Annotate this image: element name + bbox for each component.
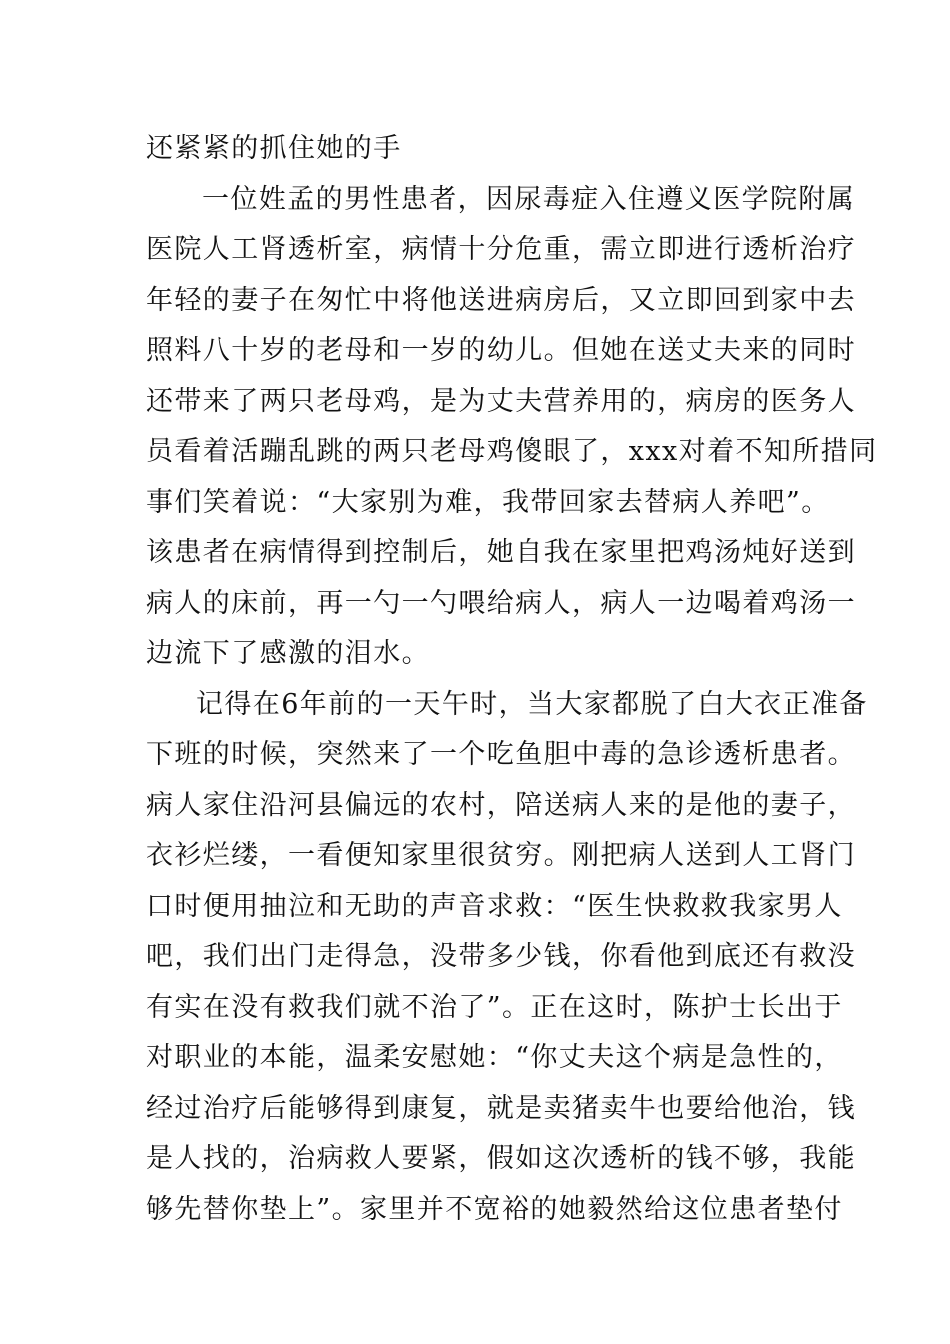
text-line: 一位姓孟的男性患者，因尿毒症入住遵义医学院附属 [202, 183, 856, 215]
text-line: 该患者在病情得到控制后，她自我在家里把鸡汤炖好送到 [146, 537, 856, 568]
text-line: 经过治疗后能够得到康复，就是卖猪卖牛也要给他治，钱 [146, 1092, 856, 1124]
text-line: 够先替你垫上”。家里并不宽裕的她毅然给这位患者垫付 [146, 1193, 843, 1225]
text-line: 病人家住沿河县偏远的农村，陪送病人来的是他的妻子， [146, 789, 856, 821]
text-line: 有实在没有救我们就不治了”。正在这时，陈护士长出于 [146, 991, 843, 1023]
text-line: 年轻的妻子在匆忙中将他送进病房后，又立即回到家中去 [146, 284, 856, 316]
text-line: 还紧紧的抓住她的手 [146, 133, 402, 164]
text-line: 衣衫烂缕，一看便知家里很贫穷。刚把病人送到人工肾门 [146, 840, 856, 871]
text-line: 病人的床前，再一勺一勺喂给病人，病人一边喝着鸡汤一 [146, 587, 856, 619]
text-line: 记得在6年前的一天午时，当大家都脱了白大衣正准备 [196, 688, 868, 720]
text-line: 口时便用抽泣和无助的声音求救：“医生快救救我家男人 [146, 890, 843, 922]
text-line: 下班的时候，突然来了一个吃鱼胆中毒的急诊透析患者。 [146, 739, 856, 770]
text-line: 对职业的本能，温柔安慰她：“你丈夫这个病是急性的， [146, 1042, 843, 1073]
text-line: 医院人工肾透析室，病情十分危重，需立即进行透析治疗 [146, 234, 856, 265]
text-line: 员看着活蹦乱跳的两只老母鸡傻眼了，xxx对着不知所措同 [146, 436, 878, 467]
text-line: 还带来了两只老母鸡，是为丈夫营养用的，病房的医务人 [146, 385, 856, 417]
text-line: 照料八十岁的老母和一岁的幼儿。但她在送丈夫来的同时 [146, 335, 856, 366]
text-line: 吧，我们出门走得急，没带多少钱，你看他到底还有救没 [146, 941, 856, 972]
text-line: 是人找的，治病救人要紧，假如这次透析的钱不够，我能 [146, 1143, 856, 1174]
body-text [146, 124, 878, 1235]
text-line: 边流下了感激的泪水。 [146, 638, 430, 669]
text-line: 事们笑着说：“大家别为难，我带回家去替病人养吧”。 [146, 486, 830, 518]
